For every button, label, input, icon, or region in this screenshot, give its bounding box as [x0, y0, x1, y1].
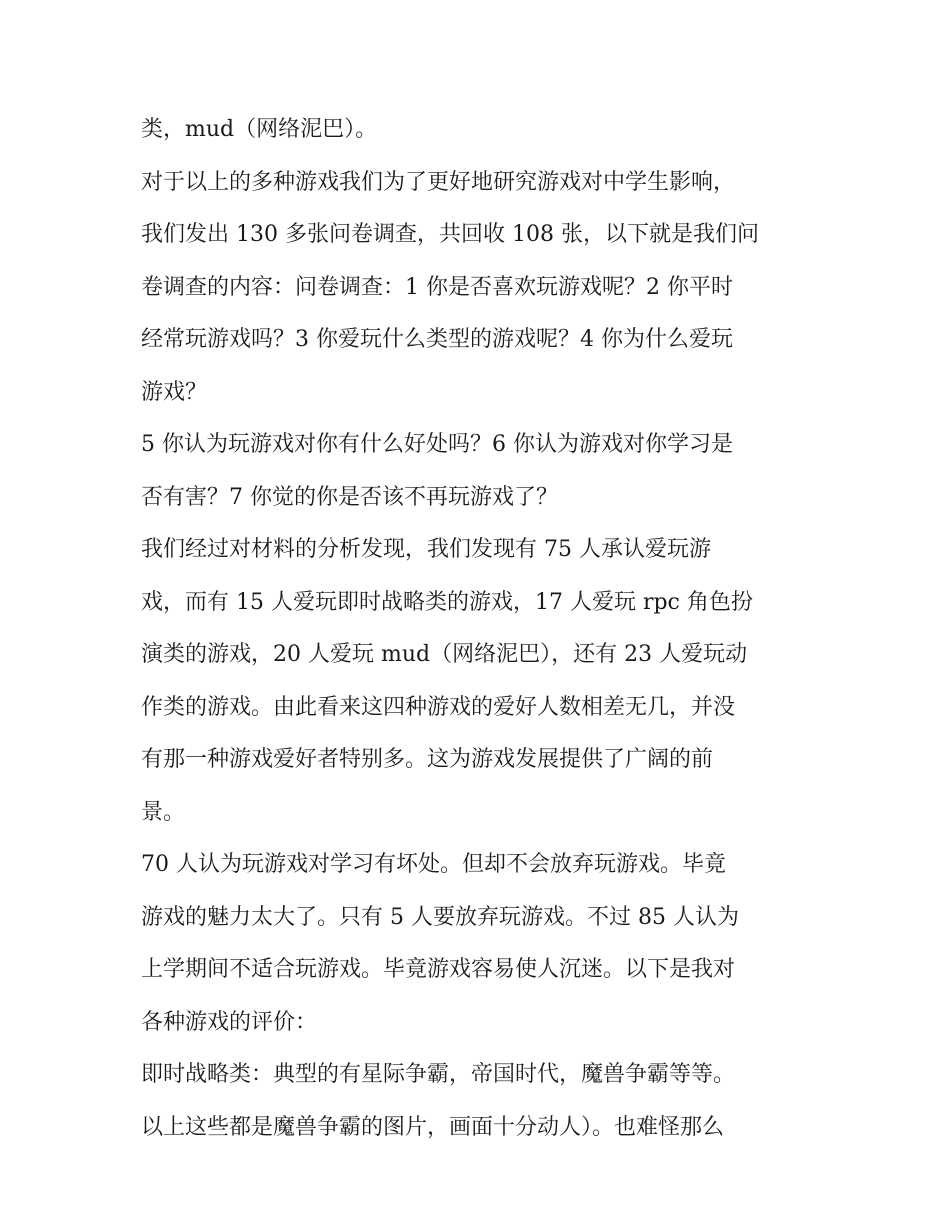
text-line: 景。 [141, 799, 186, 825]
text-line: 否有害？7 你觉的你是否该不再玩游戏了？ [141, 484, 558, 510]
text-line: 经常玩游戏吗？3 你爱玩什么类型的游戏呢？4 你为什么爱玩 [141, 327, 733, 352]
text-line: 卷调查的内容：问卷调查：1 你是否喜欢玩游戏呢？2 你平时 [141, 274, 733, 300]
text-line: 游戏的魅力太大了。只有 5 人要放弃玩游戏。不过 85 人认为 [141, 904, 739, 930]
text-line: 游戏？ [141, 379, 208, 405]
text-line: 对于以上的多种游戏我们为了更好地研究游戏对中学生影响， [141, 169, 736, 195]
text-line: 作类的游戏。由此看来这四种游戏的爱好人数相差无几，并没 [141, 694, 736, 720]
text-line: 我们发出 130 多张问卷调查，共回收 108 张，以下就是我们问 [141, 222, 759, 247]
text-line: 上学期间不适合玩游戏。毕竟游戏容易使人沉迷。以下是我对 [141, 957, 736, 982]
text-line: 以上这些都是魔兽争霸的图片，画面十分动人）。也难怪那么 [141, 1114, 725, 1140]
text-line: 戏，而有 15 人爱玩即时战略类的游戏，17 人爱玩 rpc 角色扮 [141, 589, 753, 615]
text-line: 有那一种游戏爱好者特别多。这为游戏发展提供了广阔的前 [141, 747, 714, 772]
text-line: 各种游戏的评价： [141, 1009, 318, 1035]
text-line: 70 人认为玩游戏对学习有坏处。但却不会放弃玩游戏。毕竟 [141, 852, 726, 877]
text-line: 类，mud（网络泥巴）。 [141, 117, 378, 142]
text-line: 5 你认为玩游戏对你有什么好处吗？6 你认为游戏对你学习是 [141, 432, 733, 457]
text-line: 即时战略类：典型的有星际争霸，帝国时代，魔兽争霸等等。 [141, 1062, 736, 1087]
text-line: 演类的游戏，20 人爱玩 mud（网络泥巴），还有 23 人爱玩动 [141, 642, 748, 667]
document-body [141, 104, 841, 1154]
text-line: 我们经过对材料的分析发现，我们发现有 75 人承认爱玩游 [141, 537, 711, 562]
